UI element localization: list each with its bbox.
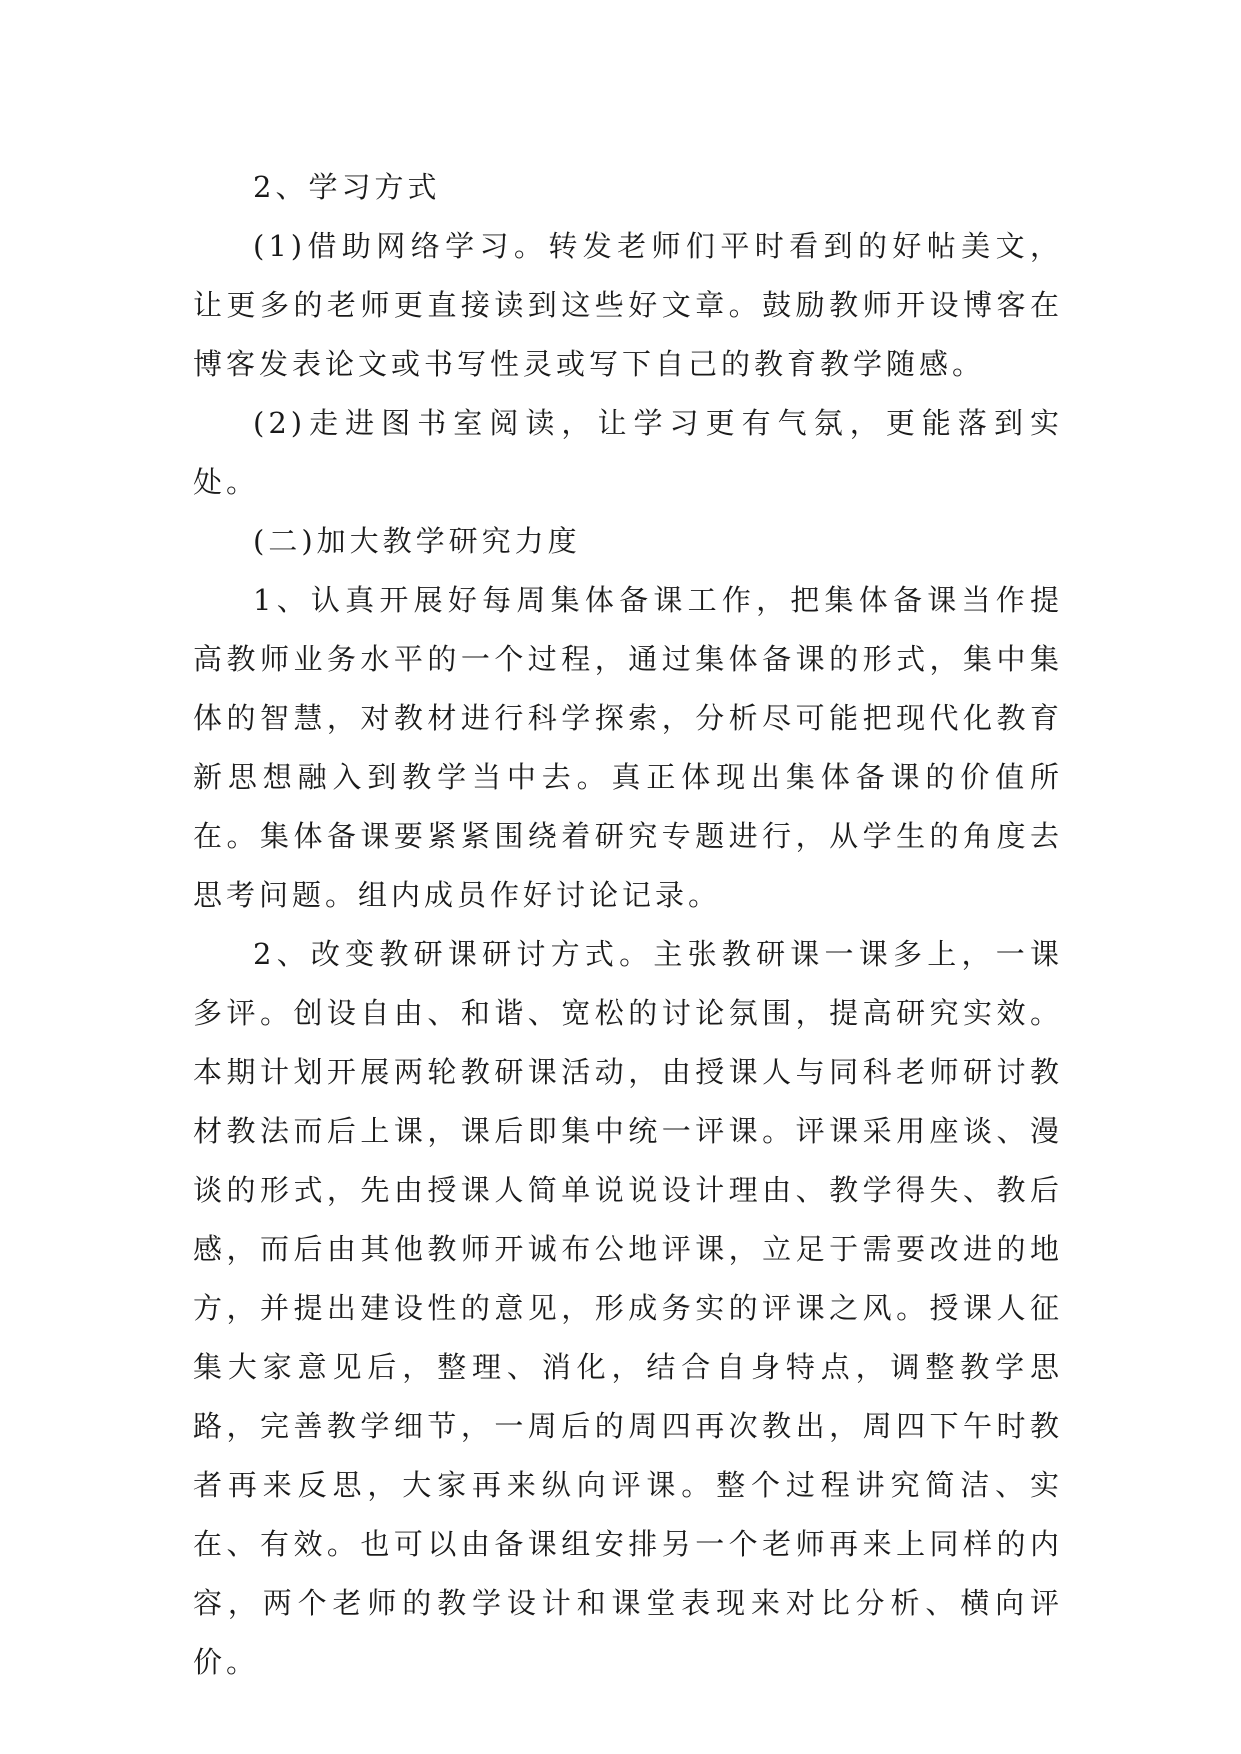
paragraph-collective-lesson-prep: 1、认真开展好每周集体备课工作，把集体备课当作提高教师业务水平的一个过程，通过集体备课的形式，集中集体的智慧，对教材进行科学探索，分析尽可能把现代化教育新思想融入到教学当中去。真正体现出集体备课的价值所在。集体备课要紧紧围绕着研究专题进行，从学生的角度去思考问题。组内成员作好讨论记录。: [193, 583, 1063, 912]
section-heading-learning-methods: 2、学习方式: [253, 170, 441, 204]
document-body: [193, 158, 1063, 1692]
paragraph-library-reading: (2)走进图书室阅读，让学习更有气氛，更能落到实处。: [193, 406, 1063, 499]
paragraph-online-learning: (1)借助网络学习。转发老师们平时看到的好帖美文，让更多的老师更直接读到这些好文章。鼓励教师开设博客在博客发表论文或书写性灵或写下自己的教育教学随感。: [193, 229, 1063, 381]
paragraph-research-lesson-method: 2、改变教研课研讨方式。主张教研课一课多上，一课多评。创设自由、和谐、宽松的讨论氛围，提高研究实效。本期计划开展两轮教研课活动，由授课人与同科老师研讨教材教法而后上课，课后即集中统一评课。评课采用座谈、漫谈的形式，先由授课人简单说说设计理由、教学得失、教后感，而后由其他教师开诚布公地评课，立足于需要改进的地方，并提出建设性的意见，形成务实的评课之风。授课人征集大家意见后，整理、消化，结合自身特点，调整教学思路，完善教学细节，一周后的周四再次教出，周四下午时教者再来反思，大家再来纵向评课。整个过程讲究简洁、实在、有效。也可以由备课组安排另一个老师再来上同样的内容，两个老师的教学设计和课堂表现来对比分析、横向评价。: [193, 937, 1063, 1679]
section-heading-teaching-research: (二)加大教学研究力度: [253, 524, 581, 558]
